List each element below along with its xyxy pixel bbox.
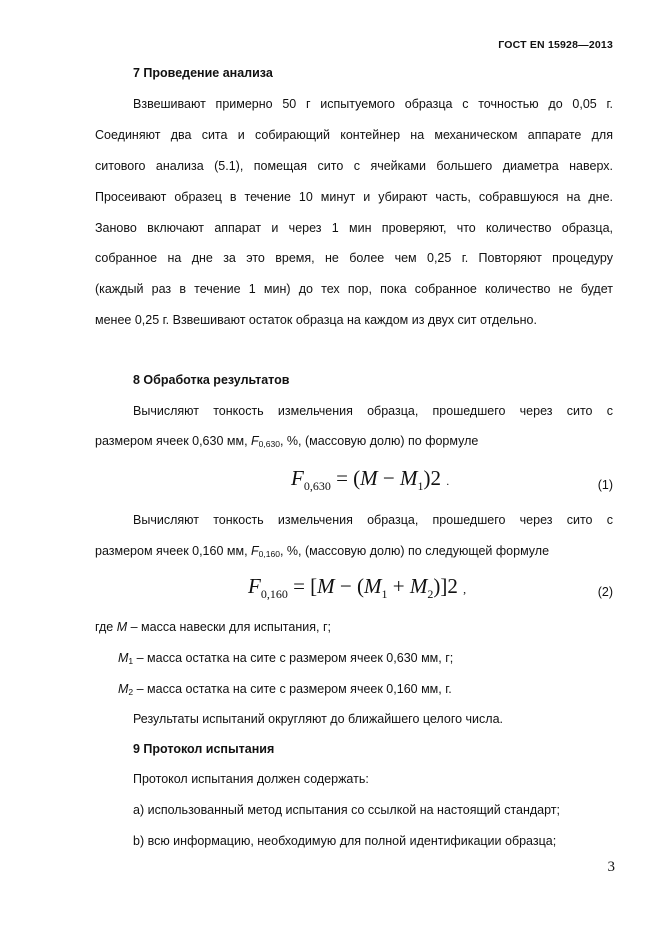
- section-7-line: Взвешивают примерно 50 г испытуемого образца с точностью до 0,05 г.: [133, 97, 613, 111]
- section-7-line: менее 0,25 г. Взвешивают остаток образца на каждом из двух сит отдельно.: [95, 313, 537, 327]
- section-8-paragraph-2-line: размером ячеек 0,160 мм, $F_{0,160}$, %, (массовую долю) по следующей формуле: [95, 544, 550, 559]
- section-7-line: собранное на дне за это время, не более чем 0,25 г. Повторяют процедуру: [95, 251, 613, 265]
- section-8-paragraph-1-line: размером ячеек 0,630 мм, $F_{0,630}$, %, (массовую долю) по формуле: [95, 434, 479, 449]
- section-9-intro: Протокол испытания должен содержать:: [133, 772, 369, 786]
- section-7-line: Заново включают аппарат и через 1 мин проверяют, что количество образца,: [95, 221, 613, 235]
- where-m2: $M_2$ – масса остатка на сите с размером ячеек 0,160 мм, г.: [118, 682, 452, 697]
- formula-1-number: (1): [597, 478, 613, 492]
- section-8-heading: 8 Обработка результатов: [133, 373, 290, 387]
- section-9-heading: 9 Протокол испытания: [133, 742, 275, 756]
- where-m1: $M_1$ – масса остатка на сите с размером ячеек 0,630 мм, г;: [118, 651, 454, 666]
- section-7-line: ситового анализа (5.1), помещая сито с ячейками большего диаметра наверх.: [95, 159, 613, 173]
- rounding-note: Результаты испытаний округляют до ближайшего целого числа.: [133, 712, 503, 726]
- section-8-paragraph-2-line: Вычисляют тонкость измельчения образца, прошедшего через сито с: [133, 513, 613, 527]
- section-7-line: (каждый раз в течение 1 мин) до тех пор, пока собранное количество не будет: [95, 282, 613, 296]
- section-7-heading: 7 Проведение анализа: [133, 66, 273, 80]
- where-m: где M – масса навески для испытания, г;: [95, 620, 331, 634]
- document-code: ГОСТ EN 15928—2013: [498, 39, 613, 51]
- page-number: 3: [607, 859, 615, 875]
- formula-2: $F_{0,160} = [M - (M_1 + M_2)]2$ ,: [248, 574, 467, 601]
- list-item: а) использованный метод испытания со ссылкой на настоящий стандарт;: [133, 803, 561, 817]
- section-8-paragraph-1-line: Вычисляют тонкость измельчения образца, прошедшего через сито с: [133, 404, 613, 418]
- formula-2-number: (2): [597, 585, 613, 599]
- section-7-line: Соединяют два сита и собирающий контейнер на механическом аппарате для: [95, 128, 613, 142]
- formula-1: $F_{0,630} = (M - M_1)2$ .: [291, 466, 450, 493]
- list-item: b) всю информацию, необходимую для полной идентификации образца;: [133, 834, 557, 848]
- section-7-line: Просеивают образец в течение 10 минут и убирают часть, собравшуюся на дне.: [95, 190, 613, 204]
